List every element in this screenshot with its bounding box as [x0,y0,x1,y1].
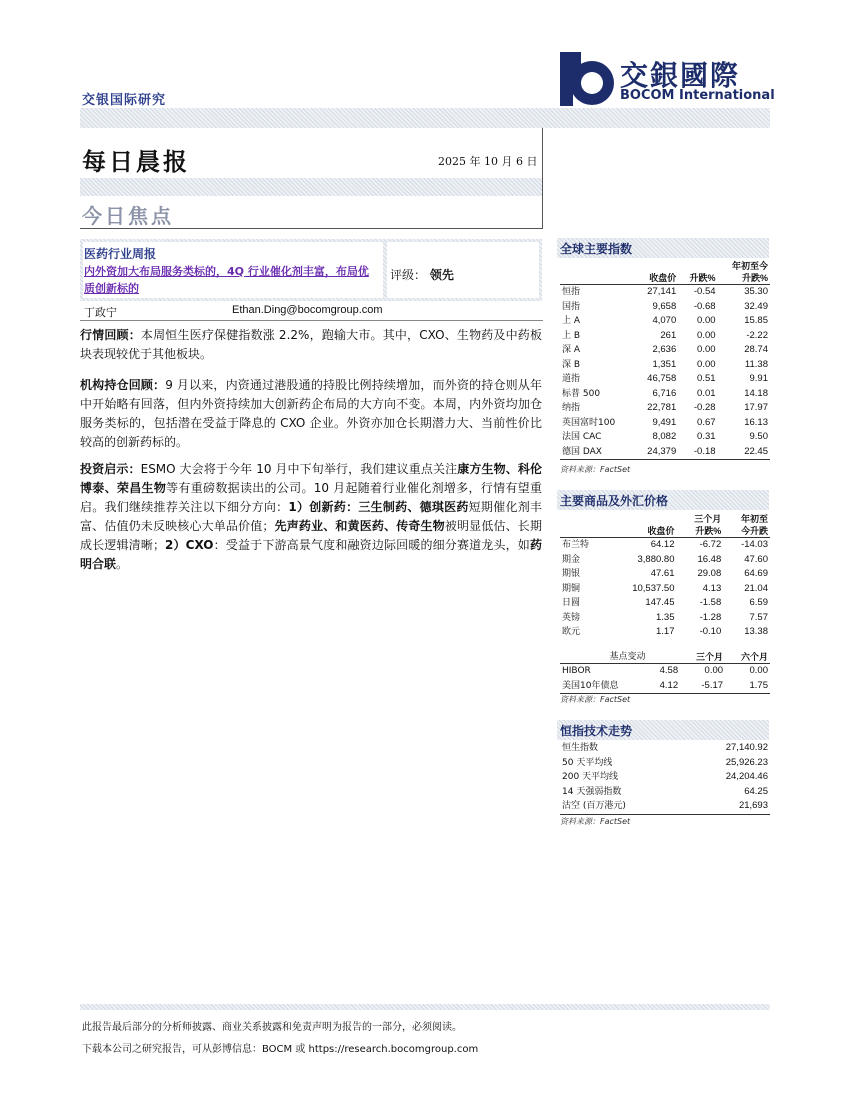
paragraph-investment-insight: 投资启示：ESMO 大会将于今年 10 月中下旬举行，我们建议重点关注康方生物、科伦博泰、荣昌生物等有重磅数据读出的公司。10 月起随着行业催化剂增多，行情有望重启。我们继续推荐关注以下细分方向：1）创新药：三生制药、德琪医药短期催化剂丰富、估值仍未反映核心大单品价值；先声药业、和黄医药、传奇生物被明显低估、长期成长逻辑清晰；2）CXO：受益于下游高景气度和融资边际回暖的细分赛道龙头，如药明合联。 [80,462,542,571]
technical-row: 200 天平均线 24,204.46 [562,771,768,782]
index-row: 上 B 261 0.00 -2.22 [562,329,768,341]
indices-source: 资料来源：FactSet [560,465,631,474]
paragraph-holdings-review: 机构持仓回顾：9 月以来，内资通过港股通的持股比例持续增加，而外资的持仓则从年中开始略有回落，但内外资持续加大创新药企布局的大方向不变。本周，内外资均加仓服务类标的，包括潜在受益于降息的 CXO 企业。外资亦加仓长期潜力大、当前性价比较高的创新药标的。 [80,378,542,449]
index-row: 深 B 1,351 0.00 11.38 [562,358,768,370]
brand-name: 交银国际研究 [82,93,167,108]
technical-section-header: 恒指技术走势 [557,720,769,740]
page-title: 每日晨报 [82,147,190,176]
commodities-source: 资料来源：FactSet [560,695,631,704]
rate-row: HIBOR 4.58 0.00 0.00 [562,665,768,676]
index-row: 纳指 22,781 -0.28 17.97 [562,402,768,413]
footer-band [80,1004,770,1010]
indices-table: 年初至今 收盘价 升跌% 升跌% 恒指 27,141 -0.54 35.30 国指 9,658 -0.68 32.49 上 A 4,070 0.00 15.85 上 B 261 0.00 -2.22 深 A 2,636 0.00 28.74 深 B 1,351 0.00 11.38 道指 46,758 0.51 9.91 标普 500 6,716 0.01 14.18 纳指 22,781 -0.28 17.97 英国富时100 9,491 0.67 16.13 法国 CAC 8,082 0.31 9.50 德国 DAX 24,379 -0.18 22.45 [560,260,770,460]
rating-value: 领先 [429,268,454,282]
title-band [80,178,542,196]
commodities-section-header: 主要商品及外汇价格 [557,490,769,510]
commodity-row: 期金 3,880.80 16.48 47.60 [562,553,768,565]
divider [80,320,543,321]
technical-row: 恒生指数 27,140.92 [562,742,768,753]
commodity-row: 期银 47.61 29.08 64.69 [562,568,768,579]
logo-text-en: BOCOM International [620,88,775,103]
focus-title: 今日焦点 [82,204,174,228]
rating-label: 评级： [390,268,427,282]
technical-row: 50 天平均线 25,926.23 [562,756,768,768]
bocom-logo-icon [558,50,618,108]
divider [80,228,543,229]
report-date: 2025 年 10 月 6 日 [438,155,538,168]
rate-row: 美国10年债息 4.12 -5.17 1.75 [560,679,770,694]
index-row: 道指 46,758 0.51 9.91 [562,373,768,384]
index-row: 法国 CAC 8,082 0.31 9.50 [562,431,768,442]
report-headline-link[interactable]: 内外资加大布局服务类标的，4Q 行业催化剂丰富，布局优质创新标的 [84,265,369,295]
index-row: 深 A 2,636 0.00 28.74 [562,344,768,355]
report-sector: 医药行业周报 [84,247,157,261]
commodity-row: 英镑 1.35 -1.28 7.57 [562,611,768,623]
technical-row: 沽空 (百万港元) 21,693 [560,799,770,814]
download-text: 下载本公司之研究报告，可从彭博信息：BOCM 或 https://research.bocomgroup.com [82,1044,479,1055]
commodity-row: 布兰特 64.12 -6.72 -14.03 [562,539,768,550]
index-row: 恒指 27,141 -0.54 35.30 [562,286,768,297]
index-row: 上 A 4,070 0.00 15.85 [562,315,768,326]
divider [542,128,543,228]
index-row: 英国富时100 9,491 0.67 16.13 [562,416,768,428]
commodity-row: 日圆 147.45 -1.58 6.59 [562,597,768,608]
commodities-table: 三个月 年初至 收盘价 升跌% 今升跌 布兰特 64.12 -6.72 -14.03 期金 3,880.80 16.48 47.60 期银 47.61 29.08 64.69 期铜 10,537.50 4.13 21.04 日圆 147.45 -1.58 6.59 英镑 1.35 -1.28 7.57 欧元 1.17 -0.10 13.38 [560,513,770,640]
commodity-row: 期铜 10,537.50 4.13 21.04 [562,582,768,594]
header-band [80,108,770,128]
disclaimer-text: 此报告最后部分的分析师披露、商业关系披露和免责声明为报告的一部分，必须阅读。 [82,1022,462,1033]
index-row: 国指 9,658 -0.68 32.49 [562,300,768,312]
paragraph-market-review: 行情回顾：本周恒生医疗保健指数涨 2.2%，跑输大市。其中，CXO、生物药及中药板块表现较优于其他板块。 [80,328,542,361]
index-row: 标普 500 6,716 0.01 14.18 [562,387,768,399]
commodity-row: 欧元 1.17 -0.10 13.38 [562,626,768,637]
technical-table [560,741,770,815]
analyst-name: 丁政宁 [84,306,117,319]
analyst-email[interactable]: Ethan.Ding@bocomgroup.com [232,304,383,316]
report-rating [390,266,454,283]
index-row: 德国 DAX 24,379 -0.18 22.45 [560,445,770,460]
indices-section-header: 全球主要指数 [557,238,769,258]
technical-source: 资料来源：FactSet [560,817,631,826]
logo-text-cn: 交銀國際 [620,59,741,92]
technical-row: 14 天强弱指数 64.25 [562,785,768,797]
rates-table: 基点变动 三个月 六个月 HIBOR 4.58 0.00 0.00 美国10年债息 4.12 -5.17 1.75 [560,651,770,694]
